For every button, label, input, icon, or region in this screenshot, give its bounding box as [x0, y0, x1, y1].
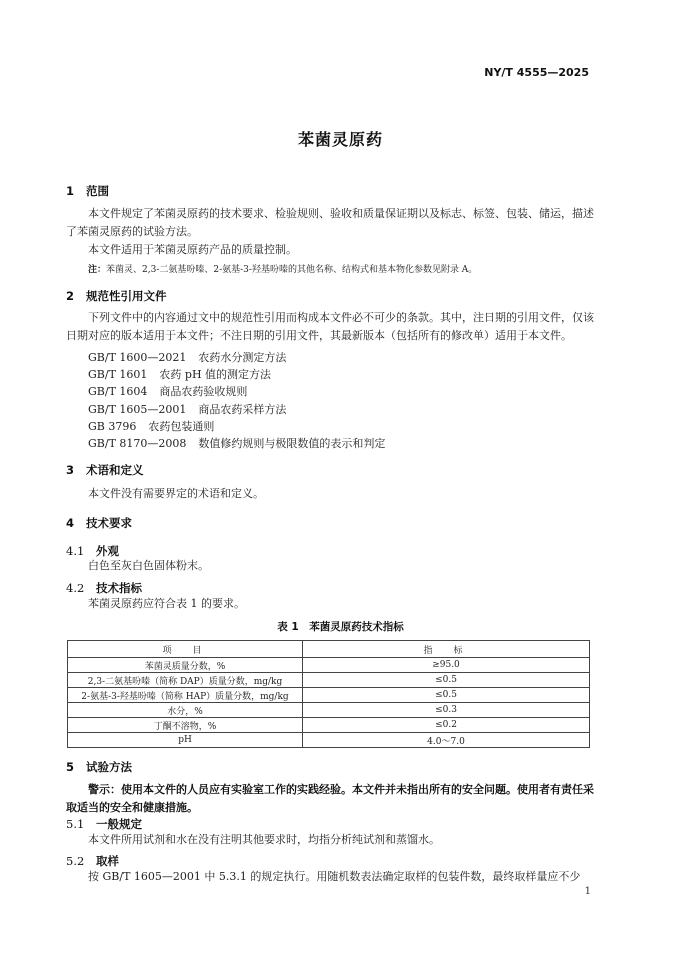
section-3-heading: [66, 462, 144, 478]
safety-warning: 警示：使用本文件的人员应有实验室工作的实践经验。本文件并未指出所有的安全问题。使用者有责任采取适当的安全和健康措施。: [66, 783, 594, 814]
subsection-4-2-heading: [66, 580, 142, 596]
subsection-5-2-text: 按 GB/T 1605—2001 中 5.3.1 的规定执行。用随机数表法确定取样的包装件数，最终取样量应不少: [88, 870, 581, 883]
table-row: [68, 703, 590, 718]
subsection-number: 4.1: [66, 544, 85, 558]
reference-title: 农药 pH 值的测定方法: [159, 368, 272, 381]
section-1-paragraph-2: 本文件适用于苯菌灵原药产品的质量控制。: [88, 243, 297, 256]
subsection-4-1-text: 白色至灰白色固体粉末。: [88, 559, 209, 572]
note-text: 苯菌灵、2,3-二氨基吩嗪、2-氨基-3-羟基吩嗪的其他名称、结构式和基本物化参数见附录 A。: [106, 265, 478, 275]
section-title: 术语和定义: [86, 463, 144, 477]
reference-code: GB/T 1604: [88, 385, 148, 398]
section-number: 3: [66, 463, 75, 477]
subsection-title: 外观: [96, 544, 119, 558]
reference-item: [88, 366, 271, 382]
table-cell-item: 2,3-二氨基吩嗪（简称 DAP）质量分数，mg/kg: [68, 673, 303, 688]
section-5-heading: [66, 759, 132, 775]
reference-item: [88, 383, 247, 399]
subsection-title: 技术指标: [96, 581, 142, 595]
table-cell-item: pH: [68, 733, 303, 748]
reference-code: GB/T 1601: [88, 368, 148, 381]
table-caption: 表 1 苯菌灵原药技术指标: [277, 621, 404, 633]
section-4-heading: [66, 515, 132, 531]
subsection-title: 一般规定: [96, 817, 142, 831]
subsection-number: 5.1: [66, 817, 85, 831]
table-cell-item: 水分，%: [68, 703, 303, 718]
table-row: [68, 718, 590, 733]
document-title: 苯菌灵原药: [297, 130, 383, 149]
reference-title: 农药包装通则: [148, 420, 215, 433]
subsection-5-2-heading: [66, 853, 119, 869]
table-cell-value: ≤0.5: [303, 688, 590, 703]
section-3-paragraph-1: 本文件没有需要界定的术语和定义。: [88, 487, 264, 500]
section-title: 技术要求: [86, 516, 132, 530]
note-label: 注：: [88, 265, 107, 275]
reference-title: 商品农药采样方法: [198, 403, 287, 416]
table-row: [68, 733, 590, 748]
subsection-number: 5.2: [66, 854, 85, 868]
reference-item: [88, 349, 286, 365]
table-cell-value: ≤0.3: [303, 703, 590, 718]
reference-code: GB/T 1605—2001: [88, 403, 187, 416]
subsection-5-1-heading: [66, 816, 142, 832]
section-title: 规范性引用文件: [86, 289, 167, 303]
subsection-title: 取样: [96, 854, 119, 868]
table-cell-item: 苯菌灵质量分数，%: [68, 658, 303, 673]
section-1-note: [88, 262, 477, 275]
table-cell-item: 丁酮不溶物，%: [68, 718, 303, 733]
section-title: 范围: [86, 184, 109, 198]
table-cell-item: 2-氨基-3-羟基吩嗪（简称 HAP）质量分数，mg/kg: [68, 688, 303, 703]
table-row: [68, 673, 590, 688]
reference-code: GB 3796: [88, 420, 137, 433]
section-2-heading: [66, 288, 167, 304]
table-header-row: [68, 641, 590, 658]
reference-item: [88, 435, 385, 451]
reference-item: [88, 418, 214, 434]
reference-title: 商品农药验收规则: [159, 385, 248, 398]
standard-code: NY/T 4555—2025: [484, 66, 589, 79]
table-cell-value: 4.0～7.0: [303, 733, 590, 748]
subsection-4-2-text: 苯菌灵原药应符合表 1 的要求。: [88, 597, 245, 610]
reference-code: GB/T 8170—2008: [88, 437, 187, 450]
reference-title: 数值修约规则与极限数值的表示和判定: [198, 437, 386, 450]
section-title: 试验方法: [86, 760, 132, 774]
section-number: 2: [66, 289, 75, 303]
column-header-indicator: 指 标: [303, 641, 590, 658]
reference-code: GB/T 1600—2021: [88, 351, 187, 364]
table-row: [68, 658, 590, 673]
table-cell-value: ≥95.0: [303, 658, 590, 673]
column-header-item: 项 目: [68, 641, 303, 658]
section-number: 5: [66, 760, 75, 774]
technical-indicators-table: [67, 640, 590, 748]
reference-item: [88, 401, 286, 417]
page-number: 1: [584, 886, 591, 897]
table-row: [68, 688, 590, 703]
section-number: 1: [66, 184, 75, 198]
subsection-5-1-text: 本文件所用试剂和水在没有注明其他要求时，均指分析纯试剂和蒸馏水。: [88, 833, 440, 846]
subsection-number: 4.2: [66, 581, 85, 595]
table-cell-value: ≤0.2: [303, 718, 590, 733]
section-1-paragraph-1: 本文件规定了苯菌灵原药的技术要求、检验规则、验收和质量保证期以及标志、标签、包装、储运，描述了苯菌灵原药的试验方法。: [66, 207, 594, 238]
section-1-heading: [66, 183, 109, 199]
table-cell-value: ≤0.5: [303, 673, 590, 688]
section-2-paragraph-1: 下列文件中的内容通过文中的规范性引用而构成本文件必不可少的条款。其中，注日期的引用文件，仅该日期对应的版本适用于本文件；不注日期的引用文件，其最新版本（包括所有的修改单）适用于本文件。: [66, 311, 594, 342]
reference-title: 农药水分测定方法: [198, 351, 287, 364]
section-number: 4: [66, 516, 75, 530]
